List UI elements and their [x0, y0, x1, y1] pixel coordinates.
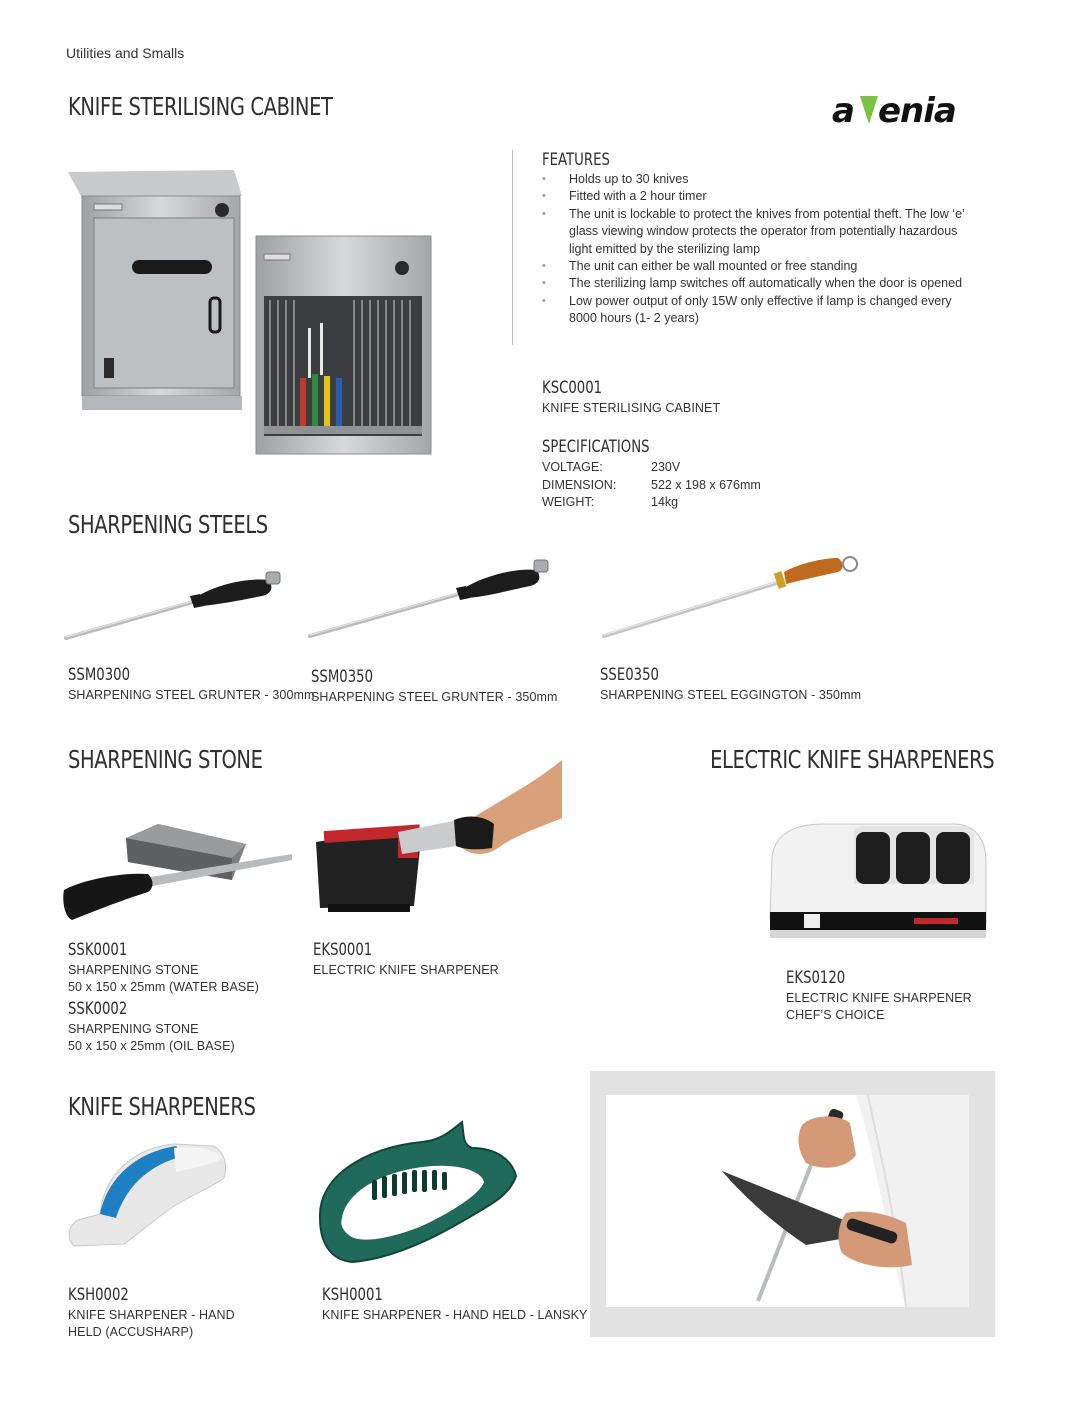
product-desc: 50 x 150 x 25mm (WATER BASE) [68, 980, 260, 994]
product-code: EKS0120 [786, 968, 846, 988]
product-desc: KNIFE SHARPENER - HAND [68, 1308, 235, 1322]
product-code: SSK0001 [68, 940, 128, 960]
product-name: SHARPENING STEEL GRUNTER - 350mm [311, 690, 558, 704]
stone-title: SHARPENING STONE [68, 745, 263, 774]
product-name: SHARPENING STEEL EGGINGTON - 350mm [600, 688, 862, 702]
features-list [542, 171, 982, 328]
feature-item: • Holds up to 30 knives [542, 171, 982, 188]
page-category: Utilities and Smalls [66, 45, 185, 61]
feature-item: • Low power output of only 15W only effective if lamp is changed every 8000 hours (1- 2 years) [542, 293, 982, 328]
feature-item: • The unit is lockable to protect the knives from potential theft. The low ‘e’ glass viewing window protects the operator from potentially hazardous light emitted by the sterilizing lamp [542, 206, 982, 258]
electric-knife-sharpener-image [308, 758, 564, 918]
product-code: SSM0350 [311, 667, 374, 687]
feature-item: • The sterilizing lamp switches off automatically when the door is opened [542, 275, 982, 292]
feature-item: • The unit can either be wall mounted or free standing [542, 258, 982, 275]
electric-title: ELECTRIC KNIFE SHARPENERS [709, 745, 994, 774]
product-desc: KNIFE SHARPENER - HAND HELD - LANSKY [322, 1308, 588, 1322]
steel-grunter-300-image [62, 566, 287, 646]
chef-photo [606, 1095, 969, 1307]
spec-row [542, 459, 761, 477]
spec-value: 230V [651, 460, 681, 474]
knife-sharpeners-title: KNIFE SHARPENERS [68, 1092, 256, 1121]
spec-label: DIMENSION: [542, 477, 617, 492]
product-code: SSK0002 [68, 999, 128, 1019]
chef-sharpening-image [606, 1095, 969, 1307]
steels-title: SHARPENING STEELS [68, 510, 268, 539]
sharpening-stone-image [62, 818, 298, 926]
svg-text:a: a [832, 92, 854, 128]
accusharp-sharpener-image [64, 1134, 232, 1264]
spec-value: 522 x 198 x 676mm [651, 477, 761, 492]
product-desc: ELECTRIC KNIFE SHARPENER [786, 991, 972, 1005]
product-name: ELECTRIC KNIFE SHARPENER [313, 963, 499, 977]
product-code: KSH0001 [322, 1285, 383, 1305]
steel-eggington-image [598, 552, 868, 644]
cabinet-title: KNIFE STERILISING CABINET [68, 92, 333, 121]
spec-label: VOLTAGE: [542, 460, 603, 474]
product-code: SSM0300 [68, 665, 131, 685]
spec-row [542, 477, 761, 495]
specs-table [542, 459, 761, 512]
spec-value: 14kg [651, 495, 679, 509]
cabinet-name: KNIFE STERILISING CABINET [542, 401, 721, 415]
cabinet-code: KSC0001 [542, 378, 603, 398]
product-desc: SHARPENING STONE [68, 963, 199, 977]
chef-photo-frame [590, 1071, 995, 1337]
product-code: SSE0350 [600, 665, 659, 685]
product-desc: SHARPENING STONE [68, 1022, 199, 1036]
product-desc: 50 x 150 x 25mm (OIL BASE) [68, 1039, 235, 1053]
lansky-sharpener-image [312, 1118, 522, 1268]
divider [512, 150, 513, 345]
spec-row [542, 494, 761, 512]
avenia-logo [832, 92, 994, 128]
svg-text:enia: enia [878, 92, 956, 128]
chefs-choice-sharpener-image [764, 818, 990, 956]
cabinet-image [64, 168, 434, 458]
product-desc: CHEF’S CHOICE [786, 1008, 885, 1022]
product-code: EKS0001 [313, 940, 373, 960]
specs-heading: SPECIFICATIONS [542, 437, 650, 457]
product-code: KSH0002 [68, 1285, 129, 1305]
feature-item: • Fitted with a 2 hour timer [542, 188, 982, 205]
product-name: SHARPENING STEEL GRUNTER - 300mm [68, 688, 315, 702]
steel-grunter-350-image [306, 556, 556, 646]
spec-label: WEIGHT: [542, 495, 595, 509]
product-desc: HELD (ACCUSHARP) [68, 1325, 194, 1339]
features-heading: FEATURES [542, 150, 610, 170]
